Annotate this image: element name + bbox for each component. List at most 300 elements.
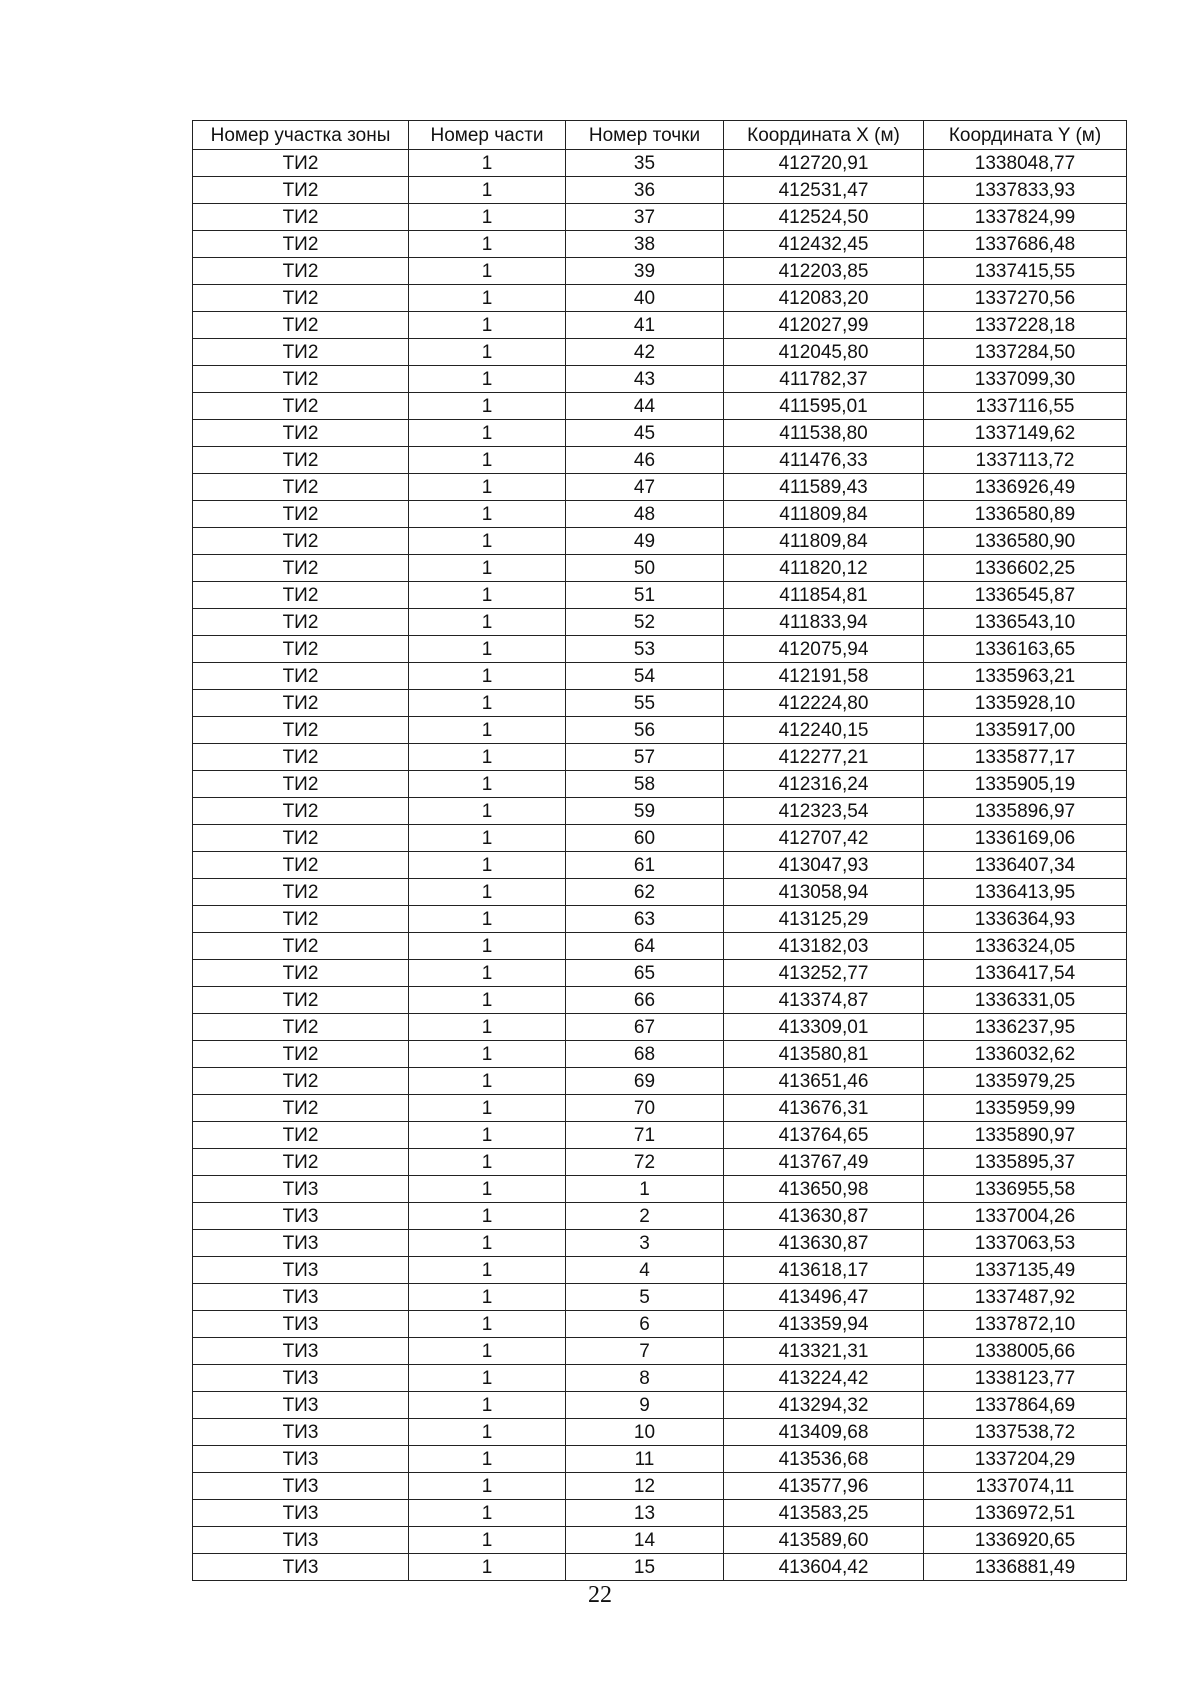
table-row: [193, 393, 1127, 420]
table-row: [193, 258, 1127, 285]
cell-zone-section: ТИ2: [193, 501, 409, 528]
table-row: [193, 447, 1127, 474]
cell-part-number: 1: [409, 501, 566, 528]
cell-coordinate-y: 1336602,25: [924, 555, 1127, 582]
cell-zone-section: ТИ2: [193, 258, 409, 285]
cell-zone-section: ТИ2: [193, 609, 409, 636]
cell-part-number: 1: [409, 1527, 566, 1554]
cell-coordinate-y: 1336417,54: [924, 960, 1127, 987]
cell-coordinate-x: 411833,94: [724, 609, 924, 636]
table-row: [193, 717, 1127, 744]
cell-point-number: 72: [566, 1149, 724, 1176]
cell-part-number: 1: [409, 960, 566, 987]
table-row: [193, 1014, 1127, 1041]
cell-coordinate-y: 1337415,55: [924, 258, 1127, 285]
cell-zone-section: ТИ3: [193, 1203, 409, 1230]
cell-zone-section: ТИ2: [193, 204, 409, 231]
cell-coordinate-y: 1336881,49: [924, 1554, 1127, 1581]
cell-coordinate-y: 1335877,17: [924, 744, 1127, 771]
cell-point-number: 54: [566, 663, 724, 690]
cell-part-number: 1: [409, 879, 566, 906]
table-body: [193, 150, 1127, 1581]
table-row: [193, 1230, 1127, 1257]
cell-part-number: 1: [409, 609, 566, 636]
cell-part-number: 1: [409, 1176, 566, 1203]
cell-point-number: 56: [566, 717, 724, 744]
cell-part-number: 1: [409, 528, 566, 555]
cell-coordinate-x: 413047,93: [724, 852, 924, 879]
cell-coordinate-x: 413630,87: [724, 1230, 924, 1257]
cell-coordinate-y: 1337135,49: [924, 1257, 1127, 1284]
cell-part-number: 1: [409, 1068, 566, 1095]
cell-part-number: 1: [409, 420, 566, 447]
cell-point-number: 69: [566, 1068, 724, 1095]
cell-zone-section: ТИ2: [193, 1068, 409, 1095]
cell-coordinate-x: 413125,29: [724, 906, 924, 933]
coordinates-table: [192, 120, 1127, 1581]
cell-point-number: 4: [566, 1257, 724, 1284]
table-row: [193, 798, 1127, 825]
cell-point-number: 44: [566, 393, 724, 420]
cell-part-number: 1: [409, 1149, 566, 1176]
cell-point-number: 41: [566, 312, 724, 339]
cell-coordinate-x: 413650,98: [724, 1176, 924, 1203]
cell-part-number: 1: [409, 663, 566, 690]
cell-coordinate-y: 1338005,66: [924, 1338, 1127, 1365]
table-row: [193, 987, 1127, 1014]
cell-coordinate-x: 413651,46: [724, 1068, 924, 1095]
cell-coordinate-y: 1335917,00: [924, 717, 1127, 744]
cell-zone-section: ТИ2: [193, 933, 409, 960]
cell-point-number: 35: [566, 150, 724, 177]
cell-zone-section: ТИ2: [193, 690, 409, 717]
table-row: [193, 1203, 1127, 1230]
table-row: [193, 177, 1127, 204]
cell-part-number: 1: [409, 582, 566, 609]
cell-point-number: 52: [566, 609, 724, 636]
cell-coordinate-y: 1337864,69: [924, 1392, 1127, 1419]
cell-coordinate-x: 412720,91: [724, 150, 924, 177]
cell-point-number: 48: [566, 501, 724, 528]
cell-point-number: 60: [566, 825, 724, 852]
cell-zone-section: ТИ2: [193, 447, 409, 474]
cell-part-number: 1: [409, 258, 566, 285]
cell-part-number: 1: [409, 1284, 566, 1311]
table-row: [193, 501, 1127, 528]
cell-point-number: 11: [566, 1446, 724, 1473]
cell-point-number: 68: [566, 1041, 724, 1068]
cell-coordinate-x: 413309,01: [724, 1014, 924, 1041]
cell-coordinate-y: 1338048,77: [924, 150, 1127, 177]
cell-part-number: 1: [409, 393, 566, 420]
cell-coordinate-x: 412524,50: [724, 204, 924, 231]
cell-part-number: 1: [409, 1365, 566, 1392]
table-row: [193, 1122, 1127, 1149]
cell-zone-section: ТИ2: [193, 852, 409, 879]
cell-coordinate-y: 1337686,48: [924, 231, 1127, 258]
cell-part-number: 1: [409, 1122, 566, 1149]
table-row: [193, 1419, 1127, 1446]
cell-coordinate-y: 1336032,62: [924, 1041, 1127, 1068]
cell-point-number: 59: [566, 798, 724, 825]
cell-coordinate-x: 413294,32: [724, 1392, 924, 1419]
cell-coordinate-x: 412531,47: [724, 177, 924, 204]
cell-coordinate-x: 412191,58: [724, 663, 924, 690]
cell-part-number: 1: [409, 1095, 566, 1122]
cell-part-number: 1: [409, 987, 566, 1014]
cell-coordinate-x: 413321,31: [724, 1338, 924, 1365]
cell-part-number: 1: [409, 366, 566, 393]
cell-coordinate-x: 413496,47: [724, 1284, 924, 1311]
header-zone-section: Номер участка зоны: [193, 121, 409, 150]
cell-point-number: 5: [566, 1284, 724, 1311]
cell-point-number: 39: [566, 258, 724, 285]
cell-point-number: 37: [566, 204, 724, 231]
page-number: 22: [588, 1582, 612, 1608]
cell-coordinate-y: 1336543,10: [924, 609, 1127, 636]
cell-point-number: 43: [566, 366, 724, 393]
cell-zone-section: ТИ3: [193, 1527, 409, 1554]
cell-coordinate-x: 413604,42: [724, 1554, 924, 1581]
cell-point-number: 40: [566, 285, 724, 312]
table-row: [193, 852, 1127, 879]
cell-point-number: 66: [566, 987, 724, 1014]
cell-part-number: 1: [409, 1419, 566, 1446]
cell-point-number: 62: [566, 879, 724, 906]
cell-coordinate-y: 1335959,99: [924, 1095, 1127, 1122]
cell-zone-section: ТИ2: [193, 879, 409, 906]
cell-zone-section: ТИ2: [193, 717, 409, 744]
cell-coordinate-y: 1337099,30: [924, 366, 1127, 393]
cell-coordinate-y: 1336407,34: [924, 852, 1127, 879]
cell-coordinate-y: 1336955,58: [924, 1176, 1127, 1203]
cell-zone-section: ТИ3: [193, 1284, 409, 1311]
cell-part-number: 1: [409, 933, 566, 960]
cell-point-number: 9: [566, 1392, 724, 1419]
cell-coordinate-y: 1336926,49: [924, 474, 1127, 501]
cell-point-number: 55: [566, 690, 724, 717]
table-row: [193, 636, 1127, 663]
cell-point-number: 67: [566, 1014, 724, 1041]
cell-point-number: 2: [566, 1203, 724, 1230]
cell-coordinate-y: 1335979,25: [924, 1068, 1127, 1095]
cell-coordinate-x: 412707,42: [724, 825, 924, 852]
table-row: [193, 1446, 1127, 1473]
cell-part-number: 1: [409, 447, 566, 474]
table-row: [193, 744, 1127, 771]
cell-coordinate-y: 1336580,90: [924, 528, 1127, 555]
cell-point-number: 49: [566, 528, 724, 555]
cell-part-number: 1: [409, 1500, 566, 1527]
cell-part-number: 1: [409, 1473, 566, 1500]
cell-zone-section: ТИ3: [193, 1500, 409, 1527]
cell-zone-section: ТИ2: [193, 393, 409, 420]
cell-zone-section: ТИ3: [193, 1257, 409, 1284]
cell-zone-section: ТИ3: [193, 1311, 409, 1338]
cell-coordinate-x: 412224,80: [724, 690, 924, 717]
cell-part-number: 1: [409, 1257, 566, 1284]
cell-part-number: 1: [409, 231, 566, 258]
cell-zone-section: ТИ2: [193, 582, 409, 609]
cell-point-number: 63: [566, 906, 724, 933]
cell-coordinate-y: 1337824,99: [924, 204, 1127, 231]
table-row: [193, 771, 1127, 798]
table-row: [193, 231, 1127, 258]
table-row: [193, 582, 1127, 609]
cell-zone-section: ТИ3: [193, 1419, 409, 1446]
cell-coordinate-x: 411809,84: [724, 501, 924, 528]
cell-point-number: 15: [566, 1554, 724, 1581]
cell-coordinate-x: 413058,94: [724, 879, 924, 906]
cell-zone-section: ТИ2: [193, 1014, 409, 1041]
cell-point-number: 3: [566, 1230, 724, 1257]
cell-part-number: 1: [409, 1392, 566, 1419]
cell-zone-section: ТИ3: [193, 1554, 409, 1581]
cell-coordinate-x: 412083,20: [724, 285, 924, 312]
cell-point-number: 65: [566, 960, 724, 987]
cell-coordinate-x: 413182,03: [724, 933, 924, 960]
cell-point-number: 53: [566, 636, 724, 663]
table-row: [193, 285, 1127, 312]
cell-zone-section: ТИ2: [193, 987, 409, 1014]
cell-point-number: 8: [566, 1365, 724, 1392]
cell-coordinate-y: 1336545,87: [924, 582, 1127, 609]
cell-zone-section: ТИ2: [193, 474, 409, 501]
cell-coordinate-y: 1337284,50: [924, 339, 1127, 366]
cell-point-number: 12: [566, 1473, 724, 1500]
cell-zone-section: ТИ2: [193, 177, 409, 204]
cell-point-number: 42: [566, 339, 724, 366]
cell-point-number: 70: [566, 1095, 724, 1122]
cell-coordinate-y: 1335905,19: [924, 771, 1127, 798]
cell-coordinate-y: 1338123,77: [924, 1365, 1127, 1392]
table-row: [193, 879, 1127, 906]
cell-point-number: 10: [566, 1419, 724, 1446]
cell-zone-section: ТИ2: [193, 366, 409, 393]
cell-coordinate-x: 411809,84: [724, 528, 924, 555]
cell-coordinate-x: 413764,65: [724, 1122, 924, 1149]
cell-part-number: 1: [409, 852, 566, 879]
cell-coordinate-y: 1336920,65: [924, 1527, 1127, 1554]
cell-coordinate-x: 411782,37: [724, 366, 924, 393]
cell-zone-section: ТИ3: [193, 1446, 409, 1473]
cell-zone-section: ТИ2: [193, 798, 409, 825]
cell-part-number: 1: [409, 312, 566, 339]
cell-coordinate-x: 413577,96: [724, 1473, 924, 1500]
table-row: [193, 1554, 1127, 1581]
cell-coordinate-x: 412316,24: [724, 771, 924, 798]
table-row: [193, 1311, 1127, 1338]
cell-coordinate-x: 413589,60: [724, 1527, 924, 1554]
cell-part-number: 1: [409, 771, 566, 798]
cell-coordinate-x: 413374,87: [724, 987, 924, 1014]
cell-part-number: 1: [409, 1446, 566, 1473]
cell-coordinate-y: 1336972,51: [924, 1500, 1127, 1527]
header-coordinate-y: Координата Y (м): [924, 121, 1127, 150]
cell-coordinate-x: 411820,12: [724, 555, 924, 582]
cell-coordinate-y: 1337063,53: [924, 1230, 1127, 1257]
cell-point-number: 7: [566, 1338, 724, 1365]
cell-coordinate-y: 1335890,97: [924, 1122, 1127, 1149]
table-row: [193, 825, 1127, 852]
cell-zone-section: ТИ2: [193, 339, 409, 366]
cell-point-number: 45: [566, 420, 724, 447]
cell-coordinate-y: 1337204,29: [924, 1446, 1127, 1473]
cell-coordinate-x: 413630,87: [724, 1203, 924, 1230]
cell-zone-section: ТИ2: [193, 906, 409, 933]
cell-part-number: 1: [409, 150, 566, 177]
cell-zone-section: ТИ2: [193, 960, 409, 987]
cell-zone-section: ТИ2: [193, 1122, 409, 1149]
cell-zone-section: ТИ2: [193, 420, 409, 447]
table-row: [193, 1149, 1127, 1176]
header-coordinate-x: Координата X (м): [724, 121, 924, 150]
table-row: [193, 1392, 1127, 1419]
cell-coordinate-y: 1337538,72: [924, 1419, 1127, 1446]
cell-zone-section: ТИ2: [193, 1149, 409, 1176]
cell-coordinate-x: 412027,99: [724, 312, 924, 339]
cell-zone-section: ТИ3: [193, 1392, 409, 1419]
cell-coordinate-x: 412203,85: [724, 258, 924, 285]
table-row: [193, 528, 1127, 555]
cell-part-number: 1: [409, 285, 566, 312]
cell-zone-section: ТИ2: [193, 285, 409, 312]
cell-zone-section: ТИ2: [193, 231, 409, 258]
cell-zone-section: ТИ2: [193, 528, 409, 555]
cell-coordinate-x: 413676,31: [724, 1095, 924, 1122]
cell-coordinate-y: 1336237,95: [924, 1014, 1127, 1041]
cell-coordinate-x: 411538,80: [724, 420, 924, 447]
table-row: [193, 1176, 1127, 1203]
cell-zone-section: ТИ2: [193, 636, 409, 663]
cell-point-number: 64: [566, 933, 724, 960]
header-point-number: Номер точки: [566, 121, 724, 150]
table-row: [193, 1338, 1127, 1365]
cell-point-number: 6: [566, 1311, 724, 1338]
cell-coordinate-x: 413252,77: [724, 960, 924, 987]
cell-part-number: 1: [409, 636, 566, 663]
cell-zone-section: ТИ3: [193, 1338, 409, 1365]
cell-zone-section: ТИ2: [193, 555, 409, 582]
cell-zone-section: ТИ2: [193, 744, 409, 771]
cell-part-number: 1: [409, 744, 566, 771]
cell-point-number: 61: [566, 852, 724, 879]
cell-point-number: 58: [566, 771, 724, 798]
cell-zone-section: ТИ2: [193, 150, 409, 177]
cell-coordinate-y: 1337113,72: [924, 447, 1127, 474]
cell-coordinate-y: 1336324,05: [924, 933, 1127, 960]
cell-zone-section: ТИ2: [193, 1041, 409, 1068]
header-part-number: Номер части: [409, 121, 566, 150]
cell-coordinate-y: 1337487,92: [924, 1284, 1127, 1311]
cell-part-number: 1: [409, 1014, 566, 1041]
cell-part-number: 1: [409, 555, 566, 582]
cell-coordinate-y: 1335928,10: [924, 690, 1127, 717]
cell-zone-section: ТИ2: [193, 771, 409, 798]
table-row: [193, 1041, 1127, 1068]
cell-part-number: 1: [409, 474, 566, 501]
table-header-row: [193, 121, 1127, 150]
cell-coordinate-x: 412323,54: [724, 798, 924, 825]
cell-zone-section: ТИ2: [193, 663, 409, 690]
table-row: [193, 366, 1127, 393]
cell-part-number: 1: [409, 1554, 566, 1581]
cell-coordinate-x: 413583,25: [724, 1500, 924, 1527]
cell-coordinate-x: 413536,68: [724, 1446, 924, 1473]
cell-coordinate-x: 411595,01: [724, 393, 924, 420]
cell-coordinate-x: 413224,42: [724, 1365, 924, 1392]
cell-coordinate-x: 412240,15: [724, 717, 924, 744]
table-row: [193, 1257, 1127, 1284]
cell-coordinate-x: 413618,17: [724, 1257, 924, 1284]
cell-coordinate-y: 1336169,06: [924, 825, 1127, 852]
cell-coordinate-x: 413409,68: [724, 1419, 924, 1446]
cell-coordinate-x: 411854,81: [724, 582, 924, 609]
table-row: [193, 1473, 1127, 1500]
cell-part-number: 1: [409, 798, 566, 825]
table-row: [193, 204, 1127, 231]
cell-part-number: 1: [409, 177, 566, 204]
cell-point-number: 14: [566, 1527, 724, 1554]
cell-part-number: 1: [409, 906, 566, 933]
cell-coordinate-y: 1337149,62: [924, 420, 1127, 447]
table-row: [193, 906, 1127, 933]
cell-point-number: 57: [566, 744, 724, 771]
cell-coordinate-y: 1337833,93: [924, 177, 1127, 204]
cell-coordinate-x: 412075,94: [724, 636, 924, 663]
cell-coordinate-y: 1337872,10: [924, 1311, 1127, 1338]
cell-part-number: 1: [409, 1203, 566, 1230]
table-row: [193, 1095, 1127, 1122]
cell-coordinate-x: 412277,21: [724, 744, 924, 771]
cell-zone-section: ТИ2: [193, 825, 409, 852]
table-row: [193, 1284, 1127, 1311]
cell-part-number: 1: [409, 1338, 566, 1365]
table-row: [193, 1365, 1127, 1392]
cell-part-number: 1: [409, 1311, 566, 1338]
cell-part-number: 1: [409, 825, 566, 852]
cell-coordinate-y: 1335963,21: [924, 663, 1127, 690]
cell-point-number: 51: [566, 582, 724, 609]
cell-coordinate-y: 1335895,37: [924, 1149, 1127, 1176]
cell-part-number: 1: [409, 1230, 566, 1257]
cell-zone-section: ТИ2: [193, 312, 409, 339]
cell-part-number: 1: [409, 1041, 566, 1068]
cell-coordinate-y: 1336163,65: [924, 636, 1127, 663]
cell-coordinate-x: 413580,81: [724, 1041, 924, 1068]
cell-point-number: 71: [566, 1122, 724, 1149]
cell-coordinate-y: 1337116,55: [924, 393, 1127, 420]
cell-coordinate-y: 1337074,11: [924, 1473, 1127, 1500]
table-row: [193, 1068, 1127, 1095]
table-row: [193, 555, 1127, 582]
table-row: [193, 312, 1127, 339]
cell-part-number: 1: [409, 204, 566, 231]
table-row: [193, 960, 1127, 987]
cell-part-number: 1: [409, 717, 566, 744]
cell-coordinate-y: 1336580,89: [924, 501, 1127, 528]
cell-coordinate-y: 1337004,26: [924, 1203, 1127, 1230]
cell-coordinate-y: 1336331,05: [924, 987, 1127, 1014]
cell-coordinate-y: 1336413,95: [924, 879, 1127, 906]
table-row: [193, 420, 1127, 447]
cell-point-number: 1: [566, 1176, 724, 1203]
cell-coordinate-x: 412045,80: [724, 339, 924, 366]
cell-coordinate-x: 413767,49: [724, 1149, 924, 1176]
cell-point-number: 13: [566, 1500, 724, 1527]
cell-zone-section: ТИ2: [193, 1095, 409, 1122]
cell-coordinate-y: 1337228,18: [924, 312, 1127, 339]
